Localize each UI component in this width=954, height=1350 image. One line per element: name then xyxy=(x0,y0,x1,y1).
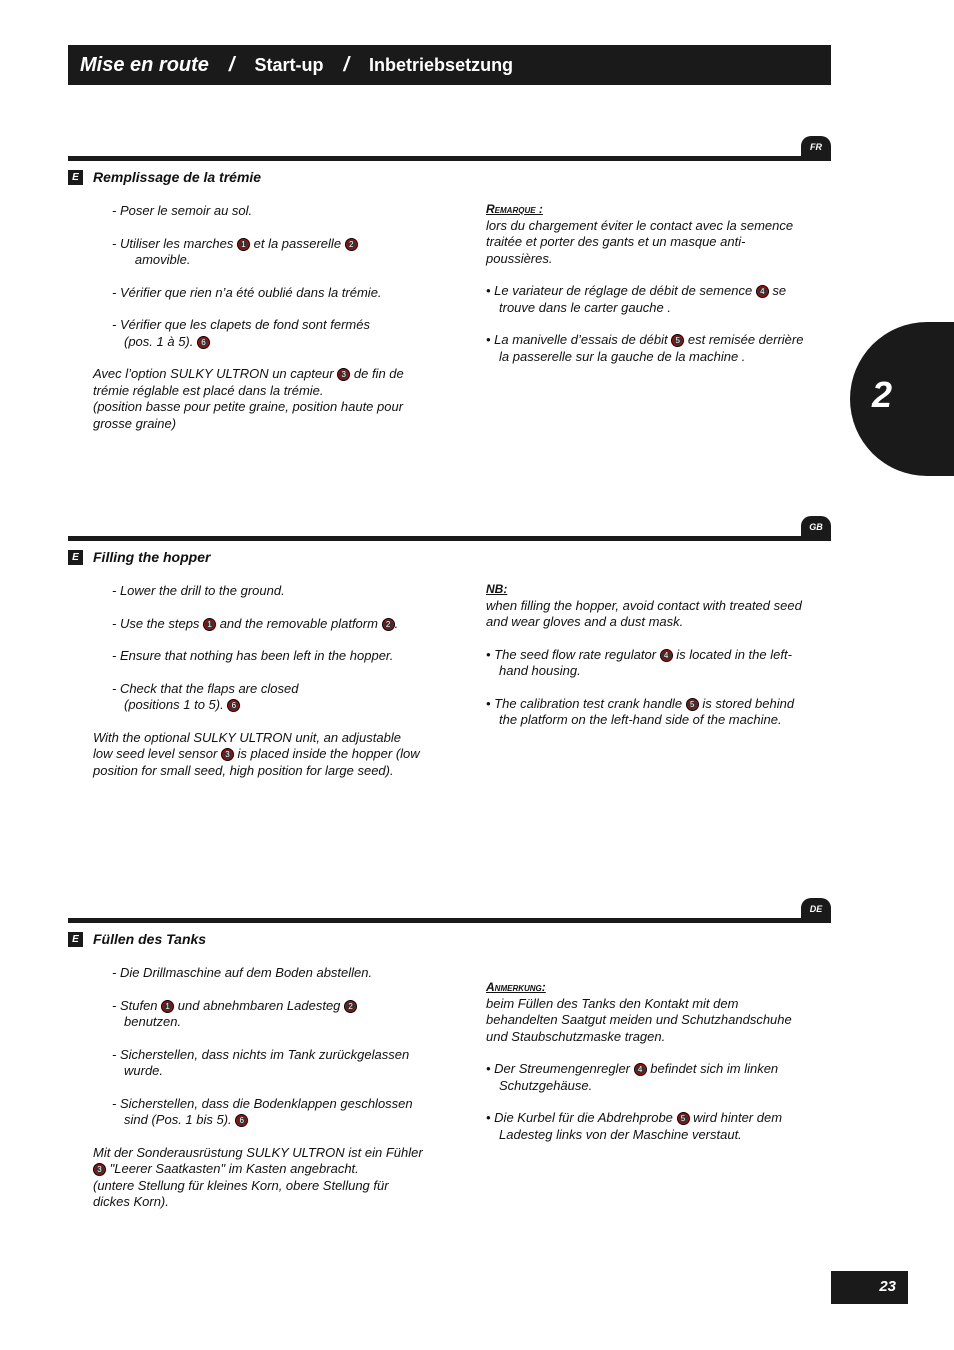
callout-1: 1 xyxy=(237,238,250,251)
section-rule-fr xyxy=(68,156,831,161)
note-heading: NB: xyxy=(486,582,508,596)
callout-1: 1 xyxy=(203,618,216,631)
bullet-item: • Die Kurbel für die Abdrehprobe 5 wird hinter dem Ladesteg links von der Maschine verstaut. xyxy=(486,1110,783,1142)
list-item: - Stufen 1 und abnehmbaren Ladesteg 2 benutzen. xyxy=(112,998,428,1031)
chapter-number: 2 xyxy=(872,374,893,415)
paragraph: With the optional SULKY ULTRON unit, an adjustable low seed level sensor 3 is placed inside the hopper (low position for small seed, high position for large seed). xyxy=(93,729,420,778)
page-number: 23 xyxy=(831,1271,908,1304)
callout-3: 3 xyxy=(221,748,234,761)
note-heading: Remarque : xyxy=(486,202,543,216)
paragraph: Mit der Sonderausrüstung SULKY ULTRON ist ein Fühler 3 "Leerer Saatkasten" im Kasten angebracht. (untere Stellung für kleines Korn, obere Stellung für dickes Korn). xyxy=(93,1144,423,1209)
note-text: when filling the hopper, avoid contact with treated seed and wear gloves and a dust mask. xyxy=(486,597,802,629)
section-marker: E xyxy=(68,550,83,565)
section-title-fr xyxy=(68,169,261,185)
note-text: lors du chargement éviter le contact avec la semence traitée et porter des gants et un masque anti-poussières. xyxy=(486,217,794,266)
bullet-item: • Der Streumengenregler 4 befindet sich im linken Schutzgehäuse. xyxy=(486,1061,779,1093)
section-rule-de xyxy=(68,918,831,923)
title-en: Start-up xyxy=(254,54,324,75)
list-item: - Utiliser les marches 1 et la passerelle 2 amovible. xyxy=(112,236,423,269)
note-text: beim Füllen des Tanks den Kontakt mit dem behandelten Saatgut meiden und Schutzhandschuhe und Staubschutzmaske tragen. xyxy=(486,995,792,1044)
callout-2: 2 xyxy=(344,1000,357,1013)
list-item: - Vérifier que les clapets de fond sont fermés (pos. 1 à 5). 6 xyxy=(112,317,370,349)
list-item: - Sicherstellen, dass nichts im Tank zurückgelassen wurde. xyxy=(112,1046,410,1078)
callout-2: 2 xyxy=(345,238,358,251)
list-item: - Sicherstellen, dass die Bodenklappen geschlossen sind (Pos. 1 bis 5). 6 xyxy=(112,1095,413,1127)
section-title-text: Füllen des Tanks xyxy=(93,931,207,947)
section-title-de xyxy=(68,931,206,947)
callout-4: 4 xyxy=(634,1063,647,1076)
de-right-column xyxy=(486,979,811,1143)
bullet-item: • The seed flow rate regulator 4 is located in the left-hand housing. xyxy=(486,646,792,678)
section-title-text: Remplissage de la trémie xyxy=(93,169,262,185)
callout-3: 3 xyxy=(93,1163,106,1176)
callout-5: 5 xyxy=(671,334,684,347)
callout-2: 2 xyxy=(382,618,395,631)
callout-6: 6 xyxy=(227,699,240,712)
section-marker: E xyxy=(68,932,83,947)
note-heading: Anmerkung: xyxy=(486,980,546,994)
de-left-column xyxy=(93,965,428,1211)
callout-5: 5 xyxy=(686,698,699,711)
chapter-tab xyxy=(850,322,954,476)
lang-tab-gb: GB xyxy=(801,516,831,540)
bullet-item: • Le variateur de réglage de débit de semence 4 se trouve dans le carter gauche . xyxy=(486,283,787,315)
section-rule-gb xyxy=(68,536,831,541)
section-title-text: Filling the hopper xyxy=(93,549,211,565)
title-separator: / xyxy=(228,53,235,76)
list-item: - Lower the drill to the ground. xyxy=(112,583,285,598)
fr-right-column xyxy=(486,201,811,365)
paragraph: Avec l’option SULKY ULTRON un capteur 3 de fin de trémie réglable est placé dans la trémie. (position basse pour petite graine, position haute pour grosse graine) xyxy=(93,366,404,431)
gb-right-column xyxy=(486,581,811,729)
page-header xyxy=(68,45,831,85)
section-title-gb xyxy=(68,549,210,565)
title-de: Inbetriebsetzung xyxy=(369,54,514,75)
title-fr: Mise en route xyxy=(80,53,209,76)
lang-tab-fr: FR xyxy=(801,136,831,160)
callout-4: 4 xyxy=(756,285,769,298)
callout-6: 6 xyxy=(235,1114,248,1127)
list-item: - Use the steps 1 and the removable platform 2 . xyxy=(112,615,399,631)
callout-1: 1 xyxy=(161,1000,174,1013)
bullet-item: • The calibration test crank handle 5 is stored behind the platform on the left-hand side of the machine. xyxy=(486,695,795,727)
gb-left-column xyxy=(93,583,423,779)
list-item: - Check that the flaps are closed (positions 1 to 5). 6 xyxy=(112,680,299,712)
callout-6: 6 xyxy=(197,336,210,349)
callout-4: 4 xyxy=(660,649,673,662)
list-item: - Die Drillmaschine auf dem Boden abstellen. xyxy=(112,965,373,980)
list-item: - Ensure that nothing has been left in the hopper. xyxy=(112,648,394,663)
callout-5: 5 xyxy=(677,1112,690,1125)
callout-3: 3 xyxy=(337,368,350,381)
list-item: - Vérifier que rien n’a été oublié dans la trémie. xyxy=(112,284,382,300)
section-marker: E xyxy=(68,170,83,185)
bullet-item: • La manivelle d’essais de débit 5 est remisée derrière la passerelle sur la gauche de la machine . xyxy=(486,332,804,364)
fr-left-column xyxy=(93,203,423,432)
lang-tab-de: DE xyxy=(801,898,831,922)
title-separator: / xyxy=(343,53,350,76)
list-item: - Poser le semoir au sol. xyxy=(112,203,253,218)
